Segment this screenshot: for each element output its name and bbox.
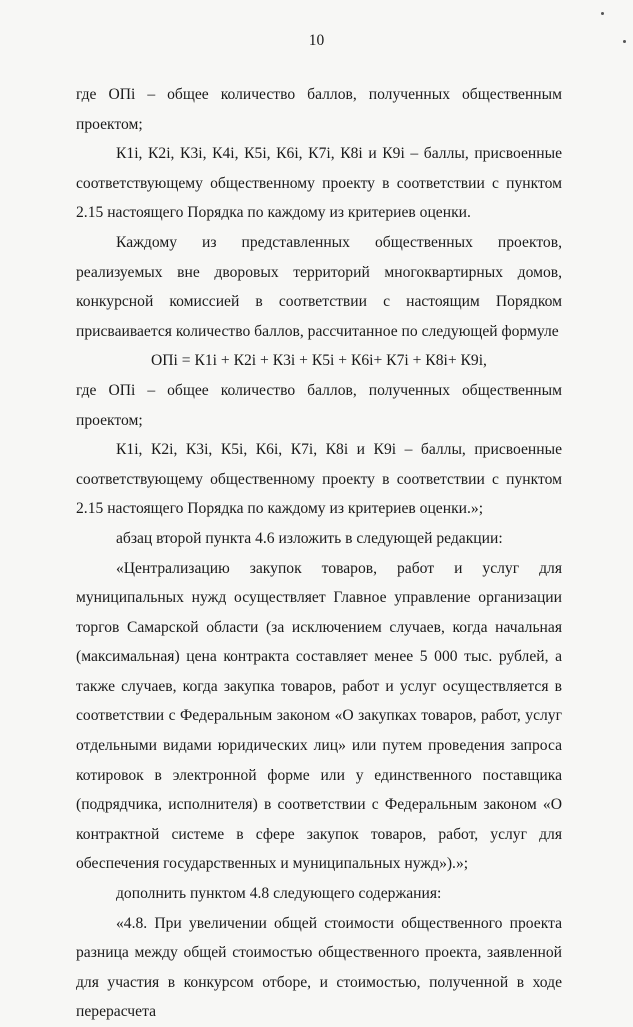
paragraph: К1i, К2i, К3i, К5i, К6i, К7i, К8i и К9i – баллы, присвоенные соответствующему общественному проекту в соответствии с пунктом 2.15 настоящего Порядка по каждому из критериев оценки.»; [76, 441, 562, 518]
scan-speck [601, 12, 604, 15]
paragraph: «Централизацию закупок товаров, работ и услуг для муниципальных нужд осуществляет Главное управление организации торгов Самарской области (за исключением случаев, когда начальная (максимальная) цена контракта составляет менее 5 000 тыс. рублей, а также случаев, когда закупка товаров, работ и услуг осуществляется в соответствии с Федеральным законом «О закупках товаров, работ, услуг отдельными видами юридических лиц» или путем проведения запроса котировок в электронной форме или у единственного поставщика (подрядчика, исполнителя) в соответствии с Федеральным законом «О контрактной системе в сфере закупок товаров, работ, услуг для обеспечения государственных и муниципальных нужд»).»; [76, 559, 562, 873]
formula: ОПi = К1i + К2i + К3i + К5i + К6i+ К7i + К8i+ К9i, [151, 352, 487, 370]
scan-speck [623, 40, 626, 43]
paragraph: К1i, К2i, К3i, К4i, К5i, К6i, К7i, К8i и К9i – баллы, присвоенные соответствующему общественному проекту в соответствии с пунктом 2.15 настоящего Порядка по каждому из критериев оценки. [76, 145, 562, 222]
paragraph: абзац второй пункта 4.6 изложить в следующей редакции: [116, 529, 503, 547]
page-number: 10 [308, 32, 325, 49]
paragraph: где ОПi – общее количество баллов, полученных общественным проектом; [76, 86, 562, 133]
document-body [76, 80, 562, 1027]
paragraph: где ОПi – общее количество баллов, полученных общественным проектом; [76, 381, 562, 429]
paragraph: Каждому из представленных общественных проектов, реализуемых вне дворовых территорий многоквартирных домов, конкурсной комиссией в соответствии с настоящим Порядком присваивается количество баллов, рассчитанное по следующей формуле [76, 233, 562, 340]
paragraph: дополнить пунктом 4.8 следующего содержания: [116, 885, 442, 903]
paragraph: «4.8. При увеличении общей стоимости общественного проекта разница между общей стоимостью общественного проекта, заявленной для участия в конкурсом отборе, и стоимостью, полученной в ходе перерасчета [76, 914, 562, 1021]
